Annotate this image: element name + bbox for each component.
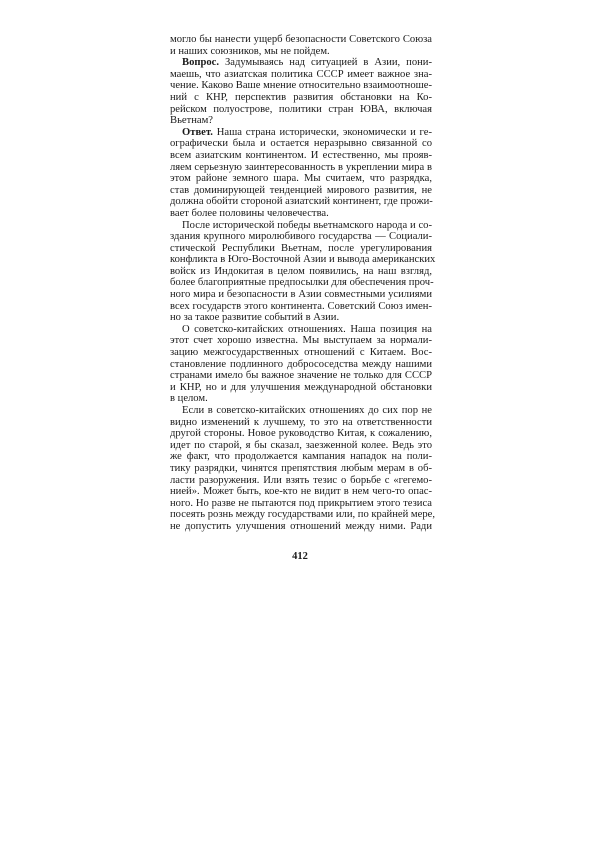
line-text: но за такое развитие событий в Азии. <box>170 312 340 324</box>
text-line <box>170 440 432 452</box>
text-line <box>170 127 432 139</box>
text-line <box>170 393 432 405</box>
text-line <box>170 289 432 301</box>
line-text: тику разрядки, чинятся препятствия любым мерам в об- <box>170 462 432 474</box>
line-text: и наших союзников, мы не пойдем. <box>170 45 330 57</box>
line-text: рейском полуострове, политики стран ЮВА, включая <box>170 103 432 115</box>
text-line <box>170 277 432 289</box>
line-text: этот счет хорошо известна. Мы выступаем за нормали- <box>170 335 432 347</box>
text-line <box>170 486 432 498</box>
line-text: же факт, что продолжается кампания нападок на поли- <box>170 451 432 463</box>
text-line <box>170 254 436 266</box>
text-line <box>170 115 432 127</box>
text-line <box>170 220 432 232</box>
line-text: более благоприятные предпосылки для обеспечения проч- <box>170 277 434 289</box>
text-line <box>170 521 432 533</box>
text-line <box>170 69 432 81</box>
line-text: ласти разоружения. Или взять тезис о борьбе с «гегемо- <box>170 474 432 486</box>
line-text: в целом. <box>170 393 208 405</box>
line-text: ографически была и остается неразрывно связанной со <box>170 138 432 150</box>
line-text: вает более половины человечества. <box>170 207 329 219</box>
line-text: став доминирующей тенденцией мирового развития, не <box>170 184 432 196</box>
text-line <box>170 347 432 359</box>
text-line <box>170 324 432 336</box>
text-line <box>170 196 432 208</box>
line-text: не допустить улучшения отношений между ними. Ради <box>170 520 432 532</box>
line-text: После исторической победы вьетнамского народа и со- <box>182 219 432 231</box>
line-text: чение. Каково Ваше мнение относительно взаимоотноше- <box>170 80 432 92</box>
text-line <box>170 301 432 313</box>
line-text: всех государств этого континента. Советский Союз имен- <box>170 300 432 312</box>
text-line <box>170 498 432 510</box>
line-text: конфликта в Юго-Восточной Азии и вывода американских <box>170 254 436 266</box>
line-text: видно изменений к лучшему, то это на ответственности <box>170 416 432 428</box>
line-text: должна обойти стороной азиатский континент, где прожи- <box>170 196 433 208</box>
line-text: идет по старой, я бы сказал, заезженной колее. Ведь это <box>170 439 432 451</box>
line-text: Задумываясь над ситуацией в Азии, пони- <box>219 57 432 69</box>
page-text <box>170 34 436 533</box>
page-number: 412 <box>292 551 308 562</box>
line-text: ного. Но разве не пытаются под прикрытием этого тезиса <box>170 497 432 509</box>
text-line <box>170 335 432 347</box>
line-text: становление подлинного добрососедства между нашими <box>170 358 432 370</box>
text-line <box>170 57 432 69</box>
line-text: здания крупного миролюбивого государства — Социали- <box>170 231 432 243</box>
text-line <box>170 382 432 394</box>
text-line <box>170 208 432 220</box>
line-text: зацию межгосударственных отношений с Китаем. Вос- <box>170 347 432 359</box>
line-text: этом районе земного шара. Мы считаем, что разрядка, <box>170 173 432 185</box>
line-text: всем азиатским континентом. И естественно, мы прояв- <box>170 149 432 161</box>
line-text: посеять рознь между государствами или, по крайней мере, <box>170 509 435 521</box>
text-line <box>170 138 432 150</box>
line-text: ного мира и безопасности в Азии совместными усилиями <box>170 289 432 301</box>
text-line <box>170 185 432 197</box>
text-line <box>170 359 432 371</box>
line-text: О советско-китайских отношениях. Наша позиция на <box>182 323 432 335</box>
line-text: стической Республики Вьетнам, после урегулирования <box>170 242 432 254</box>
text-line <box>170 46 432 58</box>
text-line <box>170 451 432 463</box>
line-text: Вьетнам? <box>170 115 214 127</box>
text-line <box>170 417 432 429</box>
text-line <box>170 463 432 475</box>
text-line <box>170 312 432 324</box>
line-text: нией». Может быть, кое-кто не видит в нем чего-то опас- <box>170 486 432 498</box>
text-line <box>170 475 432 487</box>
line-text: и КНР, но и для улучшения международной обстановки <box>170 381 432 393</box>
line-text: Если в советско-китайских отношениях до сих пор не <box>182 405 432 416</box>
text-line <box>170 150 432 162</box>
text-line <box>170 80 432 92</box>
text-line <box>170 231 432 243</box>
text-line <box>170 92 432 104</box>
line-text: могло бы нанести ущерб безопасности Советского Союза <box>170 34 432 45</box>
line-text: маешь, что азиатская политика СССР имеет важное зна- <box>170 68 432 80</box>
text-line <box>170 243 432 255</box>
line-text: Наша страна исторически, экономически и ге- <box>212 126 432 138</box>
line-text: ляем серьезную заинтересованность в укреплении мира в <box>170 161 432 173</box>
text-line <box>170 428 432 440</box>
line-text: другой стороны. Новое руководство Китая, к сожалению, <box>170 428 432 440</box>
text-line <box>170 405 432 417</box>
line-text: странами имело бы важное значение не только для СССР <box>170 370 432 382</box>
text-line <box>170 104 432 116</box>
line-text: ний с КНР, перспектив развития обстановки на Ко- <box>170 91 432 103</box>
line-text: войск из Индокитая в целом появились, на наш взгляд, <box>170 265 432 277</box>
text-line <box>170 34 432 46</box>
text-line <box>170 162 432 174</box>
text-line <box>170 370 432 382</box>
bold-label: Ответ. <box>182 126 213 138</box>
text-line <box>170 266 432 278</box>
bold-label: Вопрос. <box>182 57 220 69</box>
text-line <box>170 173 432 185</box>
text-line <box>170 509 435 521</box>
